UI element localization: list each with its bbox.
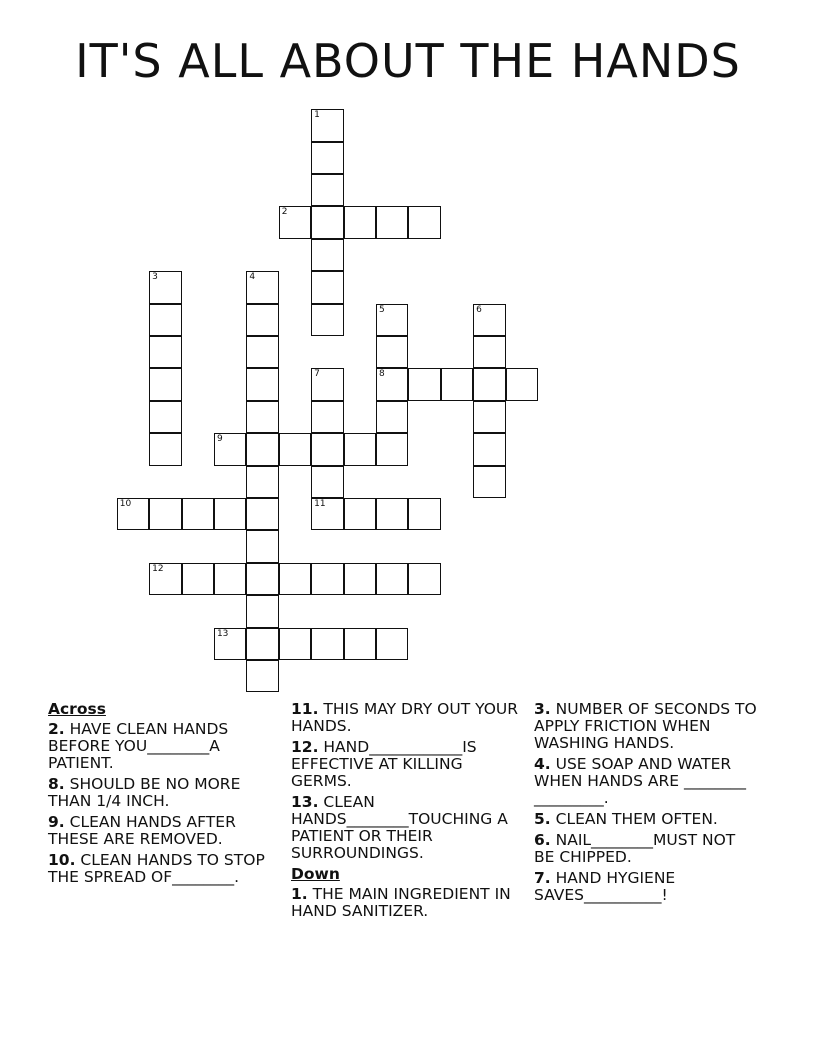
- grid-cell[interactable]: [246, 433, 278, 465]
- grid-cell[interactable]: [214, 498, 246, 530]
- grid-cell[interactable]: [246, 530, 278, 562]
- clue-across-11: 11. THIS MAY DRY OUT YOUR HANDS.: [291, 700, 519, 735]
- grid-cell[interactable]: [246, 304, 278, 336]
- grid-cell[interactable]: [311, 466, 343, 498]
- grid-cell[interactable]: [311, 271, 343, 303]
- grid-cell[interactable]: [246, 336, 278, 368]
- grid-cell[interactable]: [149, 271, 181, 303]
- grid-cell[interactable]: [473, 304, 505, 336]
- grid-cell[interactable]: [311, 628, 343, 660]
- grid-cell[interactable]: [311, 433, 343, 465]
- grid-cell[interactable]: [344, 498, 376, 530]
- grid-cell[interactable]: [149, 304, 181, 336]
- cell-number: 10: [119, 499, 132, 510]
- cell-number: 11: [314, 499, 326, 510]
- grid-cell[interactable]: [246, 271, 278, 303]
- cell-number: 13: [216, 628, 229, 639]
- grid-cell[interactable]: [279, 628, 311, 660]
- grid-cell[interactable]: [182, 498, 214, 530]
- grid-cell[interactable]: [311, 239, 343, 271]
- grid-cell[interactable]: [149, 336, 181, 368]
- cell-number: 5: [378, 304, 385, 315]
- across-heading: Across: [48, 700, 106, 718]
- grid-cell[interactable]: [376, 336, 408, 368]
- clue-across-2: 2. HAVE CLEAN HANDS BEFORE YOU________A PATIENT.: [48, 720, 229, 772]
- clue-across-13: 13. CLEAN HANDS________TOUCHING A PATIENT OR THEIR SURROUNDINGS.: [291, 793, 508, 862]
- grid-cell[interactable]: [473, 401, 505, 433]
- clues-column-1: [48, 701, 273, 890]
- clue-down-3: 3. NUMBER OF SECONDS TO APPLY FRICTION WHEN WASHING HANDS.: [534, 700, 757, 752]
- grid-cell[interactable]: [149, 401, 181, 433]
- grid-cell[interactable]: [214, 628, 246, 660]
- grid-cell[interactable]: [376, 206, 408, 238]
- clue-across-9: 9. CLEAN HANDS AFTER THESE ARE REMOVED.: [48, 813, 236, 848]
- clue-across-10: 10. CLEAN HANDS TO STOP THE SPREAD OF________.: [48, 851, 265, 886]
- clue-down-6: 6. NAIL________MUST NOT BE CHIPPED.: [534, 831, 736, 866]
- grid-cell[interactable]: [214, 563, 246, 595]
- grid-cell[interactable]: [344, 563, 376, 595]
- grid-cell[interactable]: [182, 563, 214, 595]
- grid-cell[interactable]: [149, 433, 181, 465]
- grid-cell[interactable]: [246, 660, 278, 692]
- grid-cell[interactable]: [408, 206, 440, 238]
- page-title: IT'S ALL ABOUT THE HANDS: [75, 34, 741, 88]
- down-heading: Down: [291, 865, 340, 883]
- grid-cell[interactable]: [149, 368, 181, 400]
- grid-cell[interactable]: [246, 401, 278, 433]
- grid-cell[interactable]: [441, 368, 473, 400]
- cell-number: 8: [378, 369, 385, 380]
- clue-down-7: 7. HAND HYGIENE SAVES__________!: [534, 869, 676, 904]
- grid-cell[interactable]: [376, 304, 408, 336]
- cell-number: 12: [152, 563, 164, 574]
- grid-cell[interactable]: [473, 368, 505, 400]
- cell-number: 6: [476, 304, 482, 315]
- grid-cell[interactable]: [246, 368, 278, 400]
- grid-cell[interactable]: [279, 206, 311, 238]
- grid-cell[interactable]: [311, 304, 343, 336]
- cell-number: 4: [249, 272, 256, 283]
- grid-cell[interactable]: [246, 498, 278, 530]
- grid-cell[interactable]: [344, 628, 376, 660]
- cell-number: 1: [314, 110, 320, 121]
- grid-cell[interactable]: [117, 498, 149, 530]
- grid-cell[interactable]: [376, 628, 408, 660]
- grid-cell[interactable]: [311, 142, 343, 174]
- grid-cell[interactable]: [311, 206, 343, 238]
- cell-number: 2: [281, 207, 288, 218]
- grid-cell[interactable]: [311, 563, 343, 595]
- grid-cell[interactable]: [311, 109, 343, 141]
- clue-down-1: 1. THE MAIN INGREDIENT IN HAND SANITIZER.: [291, 885, 511, 920]
- grid-cell[interactable]: [408, 563, 440, 595]
- clues-column-3: [534, 701, 759, 908]
- grid-cell[interactable]: [376, 498, 408, 530]
- grid-cell[interactable]: [473, 466, 505, 498]
- grid-cell[interactable]: [246, 563, 278, 595]
- grid-cell[interactable]: [473, 336, 505, 368]
- grid-cell[interactable]: [376, 401, 408, 433]
- grid-cell[interactable]: [246, 466, 278, 498]
- grid-cell[interactable]: [214, 433, 246, 465]
- grid-cell[interactable]: [279, 563, 311, 595]
- grid-cell[interactable]: [473, 433, 505, 465]
- grid-cell[interactable]: [311, 174, 343, 206]
- grid-cell[interactable]: [344, 433, 376, 465]
- cell-number: 3: [152, 272, 158, 283]
- grid-cell[interactable]: [246, 595, 278, 627]
- grid-cell[interactable]: [311, 368, 343, 400]
- grid-cell[interactable]: [506, 368, 538, 400]
- grid-cell[interactable]: [408, 368, 440, 400]
- grid-cell[interactable]: [311, 498, 343, 530]
- grid-cell[interactable]: [279, 433, 311, 465]
- clue-down-5: 5. CLEAN THEM OFTEN.: [534, 810, 718, 828]
- clue-down-4: 4. USE SOAP AND WATER WHEN HANDS ARE ________ _________.: [534, 755, 746, 807]
- clues-column-2: [291, 701, 523, 924]
- grid-cell[interactable]: [408, 498, 440, 530]
- grid-cell[interactable]: [149, 563, 181, 595]
- grid-cell[interactable]: [149, 498, 181, 530]
- grid-cell[interactable]: [376, 563, 408, 595]
- clue-across-8: 8. SHOULD BE NO MORE THAN 1/4 INCH.: [48, 775, 241, 810]
- cell-number: 7: [314, 369, 320, 380]
- grid-cell[interactable]: [376, 433, 408, 465]
- grid-cell[interactable]: [344, 206, 376, 238]
- grid-cell[interactable]: [246, 628, 278, 660]
- cell-number: 9: [216, 434, 223, 445]
- clue-across-12: 12. HAND____________IS EFFECTIVE AT KILLING GERMS.: [291, 738, 477, 790]
- grid-cell[interactable]: [376, 368, 408, 400]
- grid-cell[interactable]: [311, 401, 343, 433]
